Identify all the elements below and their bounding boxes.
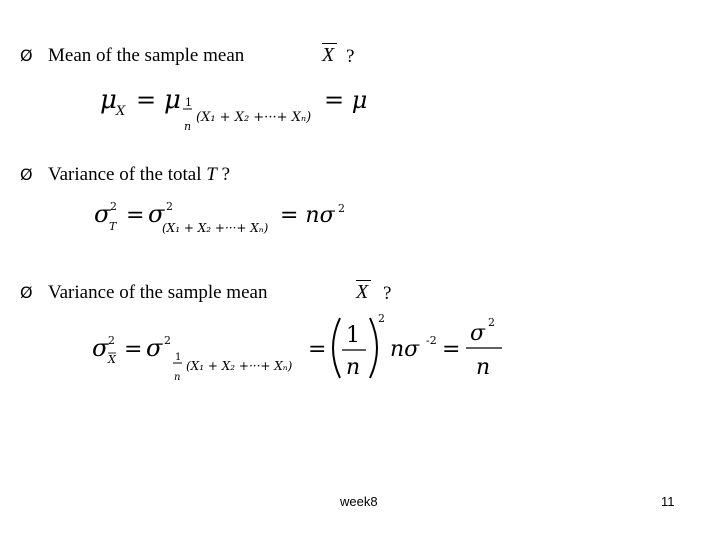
eq3-sub: X — [108, 353, 116, 366]
equation-variance-total — [90, 196, 370, 246]
eq1-sum: (X₁ + X₂ +···+ Xₙ) — [196, 110, 312, 125]
equation-variance-sample-mean — [88, 308, 518, 390]
bullet-text: Variance of the total — [48, 164, 202, 185]
eq2-sigma2: σ — [148, 200, 165, 228]
eq2-sup2: 2 — [166, 200, 173, 213]
eq3-sigma2: σ — [146, 334, 163, 362]
eq3-paren-num: 1 — [346, 323, 360, 348]
arrow-bullet-icon: Ø — [20, 46, 33, 65]
arrow-bullet-icon: Ø — [20, 283, 33, 302]
eq3-equals3: = — [442, 337, 461, 362]
eq1-mu: μ — [100, 85, 117, 115]
eq3-sum: (X₁ + X₂ +···+ Xₙ) — [186, 359, 293, 373]
bullet-mean-of-sample-mean — [20, 44, 244, 68]
bullet-variance-total — [20, 163, 230, 187]
bullet-variance-sample-mean — [20, 281, 267, 305]
eq2-rhs-sup: 2 — [338, 202, 345, 215]
eq1-rhs: = μ — [324, 86, 368, 114]
equation-mean — [96, 82, 386, 138]
eq3-frac2-den: n — [476, 355, 491, 380]
eq3-sup: 2 — [108, 334, 115, 347]
eq3-n-sigma: nσ — [390, 337, 420, 362]
eq3-right-paren — [370, 318, 377, 378]
eq3-paren-sup: 2 — [378, 312, 385, 325]
bullet-text: Variance of the sample mean — [48, 282, 268, 303]
eq3-paren-den: n — [346, 355, 361, 380]
eq1-equals: = — [136, 86, 157, 114]
bullet-text: Mean of the sample mean — [48, 45, 245, 66]
eq2-rhs: = nσ — [280, 203, 335, 228]
eq2-sum: (X₁ + X₂ +···+ Xₙ) — [162, 221, 269, 235]
eq1-mu2: μ — [164, 85, 181, 115]
question-mark: ? — [221, 164, 231, 185]
eq2-sigma: σ — [94, 200, 111, 228]
question-mark: ? — [346, 46, 355, 67]
x-bar-symbol: X — [356, 281, 369, 303]
eq2-sub: T — [109, 220, 117, 233]
eq3-neg2: -2 — [426, 334, 437, 347]
question-mark: ? — [383, 283, 392, 304]
eq3-sup2: 2 — [164, 334, 171, 347]
footer-week-label: week8 — [340, 494, 378, 509]
eq1-frac-num: 1 — [185, 96, 192, 109]
eq3-frac2-num: σ — [470, 321, 486, 346]
eq3-frac2-num-sup: 2 — [488, 316, 495, 329]
arrow-bullet-icon: Ø — [20, 165, 33, 184]
eq3-frac-den: n — [174, 372, 181, 383]
eq3-left-paren — [333, 318, 340, 378]
eq2-sup: 2 — [110, 200, 117, 213]
t-symbol: T — [206, 164, 217, 185]
eq3-equals: = — [124, 337, 143, 362]
footer-page-number: 11 — [661, 494, 675, 509]
eq3-equals2: = — [308, 337, 327, 362]
eq2-equals: = — [126, 203, 145, 228]
eq1-frac-den: n — [184, 120, 192, 133]
x-bar-symbol: X — [322, 44, 335, 66]
eq3-sigma: σ — [92, 334, 109, 362]
eq3-frac-num: 1 — [175, 352, 182, 363]
eq1-sub: X — [116, 104, 126, 119]
